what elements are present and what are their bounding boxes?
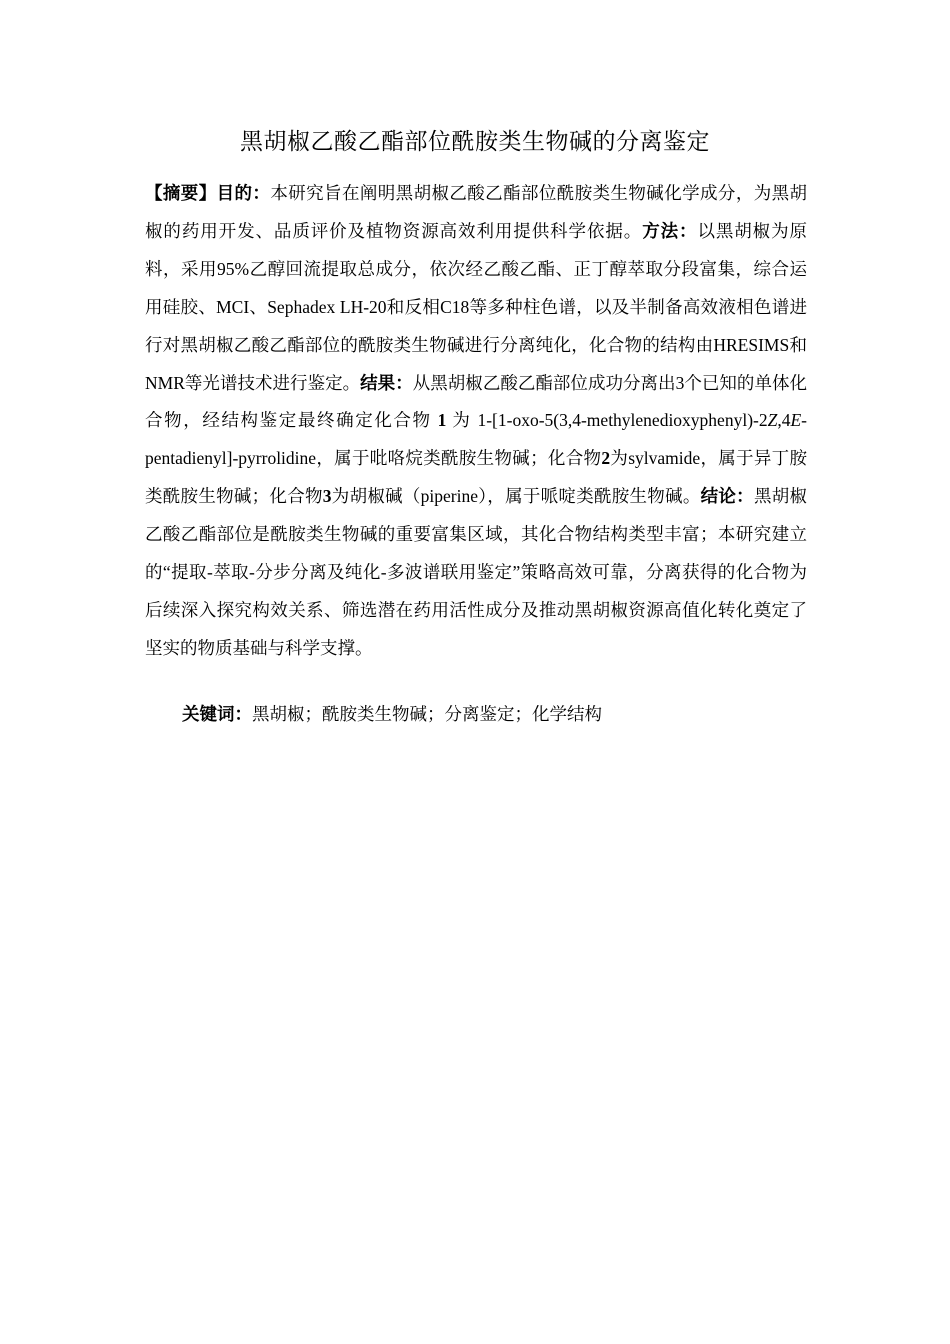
conclusion-text: 黑胡椒乙酸乙酯部位是酰胺类生物碱的重要富集区域，其化合物结构类型丰富；本研究建立的“提取-萃取-分步分离及纯化-多波谱联用鉴定”策略高效可靠，分离获得的化合物为后续深入探究构效关系、筛选潜在药用活性成分及推动黑胡椒资源高值化转化奠定了坚实的物质基础与科学支撑。 (145, 486, 808, 658)
abstract-label: 【摘要】 (145, 183, 217, 203)
compound-3-number: 3 (322, 486, 332, 507)
keywords-text: 黑胡椒；酰胺类生物碱；分离鉴定；化学结构 (252, 704, 602, 724)
objective-text: 本研究旨在阐明黑胡椒乙酸乙酯部位酰胺类生物碱化学成分，为黑胡椒的药用开发、品质评价及植物资源高效利用提供科学依据。 (145, 183, 808, 241)
results-text-5: 为sylvamide，属于异丁胺类酰胺生物碱；化合物 (145, 448, 807, 507)
conclusion-label: 结论： (700, 486, 754, 507)
results-text-6: 为胡椒碱（piperine），属于哌啶类酰胺生物碱。 (331, 486, 701, 507)
results-label: 结果： (360, 372, 413, 393)
stereo-e: E (790, 410, 802, 431)
keywords-label: 关键词： (182, 704, 252, 724)
keywords-line (182, 696, 802, 734)
compound-2-number: 2 (601, 448, 611, 469)
document-title: 黑胡椒乙酸乙酯部位酰胺类生物碱的分离鉴定 (240, 129, 710, 155)
results-text-3: ,4 (777, 410, 791, 431)
results-text-2: 为 1-[1-oxo-5(3,4-methylenedioxyphenyl)-2 (446, 410, 768, 431)
methods-text: 以黑胡椒为原料，采用95%乙醇回流提取总成分，依次经乙酸乙酯、正丁醇萃取分段富集，综合运用硅胶、MCI、Sephadex LH-20和反相C18等多种柱色谱，以及半制备高效液相色谱进行对黑胡椒乙酸乙酯部位的酰胺类生物碱进行分离纯化，化合物的结构由HRESIMS和NMR等光谱技术进行鉴定。 (145, 220, 808, 393)
abstract-paragraph (145, 175, 807, 668)
methods-label: 方法： (642, 220, 698, 241)
stereo-z: Z (767, 410, 778, 431)
results-text-4: -pentadienyl]-pyrrolidine，属于吡咯烷类酰胺生物碱；化合物 (145, 410, 807, 469)
results-text-1: 从黑胡椒乙酸乙酯部位成功分离出3个已知的单体化合物，经结构鉴定最终确定化合物 (145, 372, 808, 431)
objective-label: 目的： (216, 183, 271, 203)
compound-1-number: 1 (437, 410, 447, 431)
